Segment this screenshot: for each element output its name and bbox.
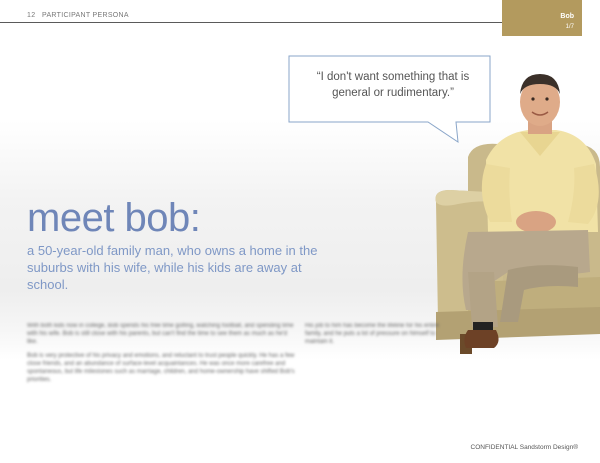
persona-count: 1/7 — [565, 24, 574, 30]
body-column-right: His job to him has become the lifeline for his entire family, and he puts a lot of pressure on himself to maintain it. — [305, 323, 440, 345]
page-number: 12 — [27, 12, 36, 19]
confidential-footer: CONFIDENTIAL Sandstorm Design® — [470, 444, 578, 451]
persona-photo — [428, 72, 600, 357]
quote-text: “I don't want something that is general or rudimentary.” — [316, 71, 470, 99]
persona-tab — [502, 0, 582, 36]
body-paragraph: With both kids now in college, Bob spends his free time golfing, watching football, and spending time with his wife. Bob is still close with his parents, but can't find the time to see them as much as he'd like. — [27, 323, 294, 345]
persona-name: Bob — [560, 13, 574, 20]
section-title: PARTICIPANT PERSONA — [42, 12, 129, 19]
body-paragraph: Bob is very protective of his privacy and emotions, and reluctant to trust people quickly. He has a few close friends, and an abundance of surface-level acquaintances. He was once more carefree and spontaneous, but life milestones such as marriage, children, and home-ownership have shifted Bob's priorities. — [27, 353, 295, 383]
subheadline: a 50-year-old family man, who owns a home in the suburbs with his wife, while his kids are away at school. — [27, 243, 318, 292]
headline: meet bob: — [27, 196, 201, 240]
body-column-left — [27, 322, 297, 390]
header-divider — [0, 22, 502, 23]
